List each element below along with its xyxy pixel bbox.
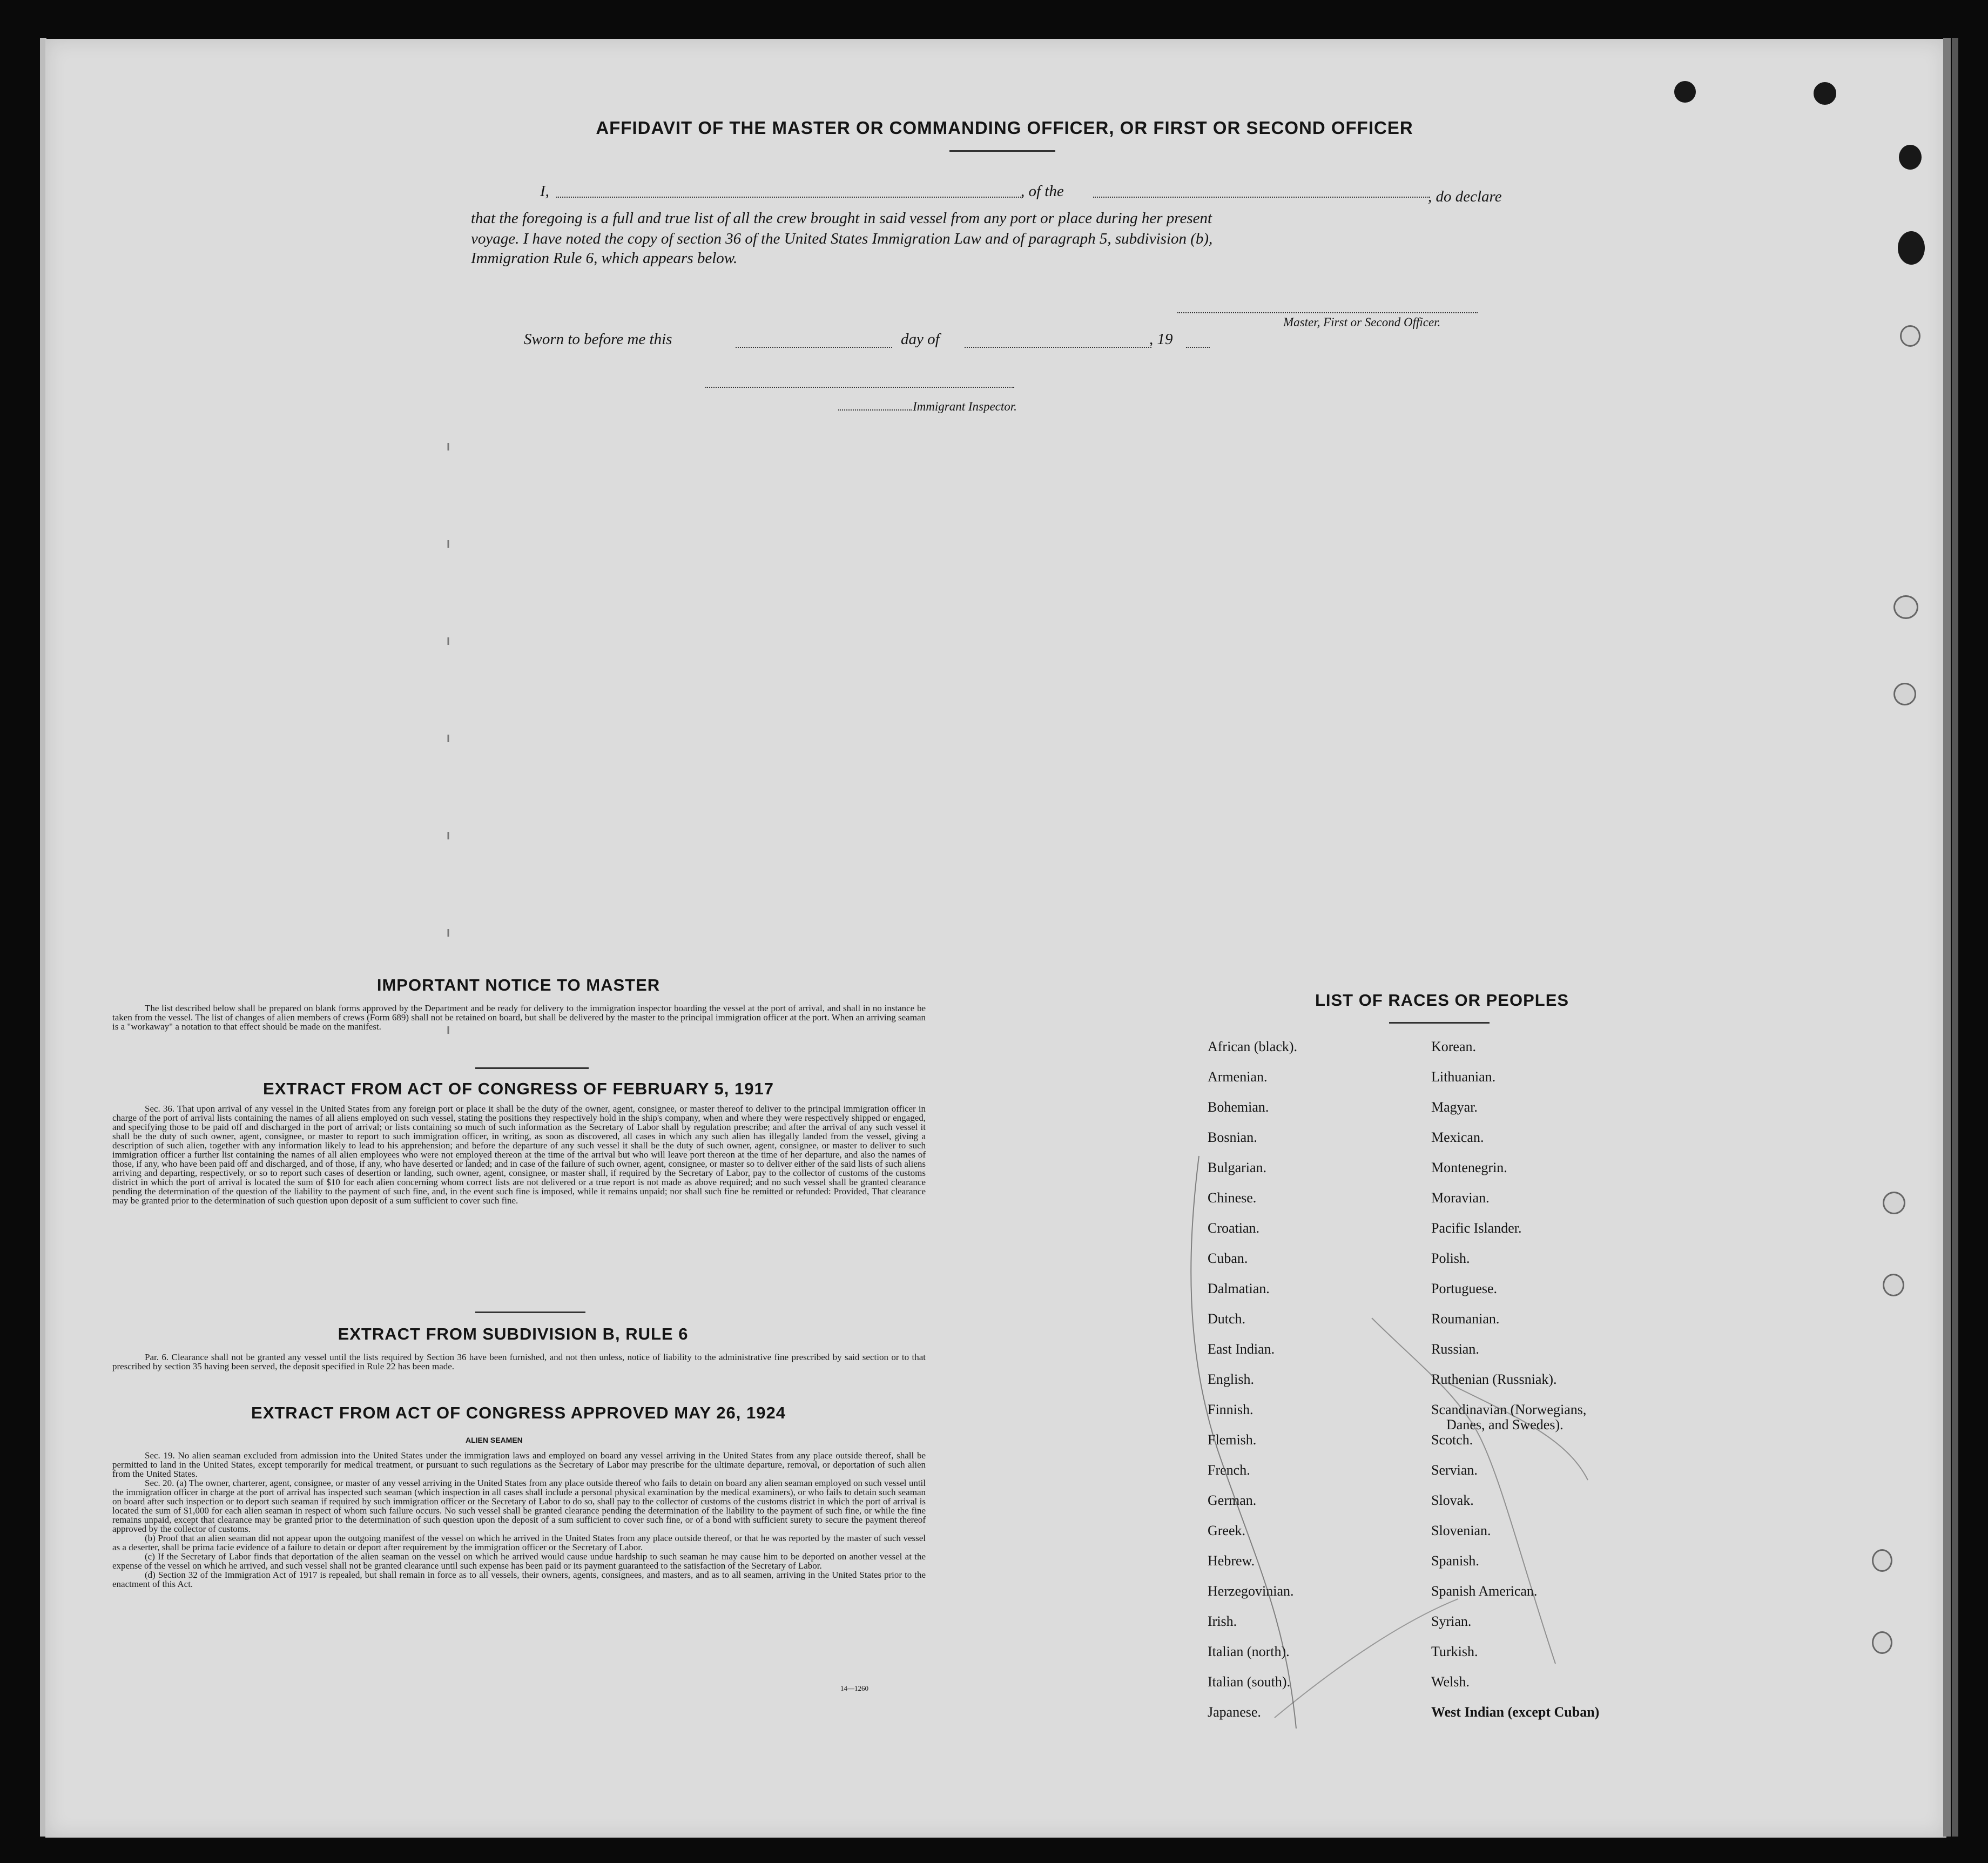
race-item: Scotch.	[1431, 1432, 1473, 1448]
race-item: Magyar.	[1431, 1099, 1478, 1115]
race-item: Bulgarian.	[1208, 1160, 1267, 1175]
binder-hole	[1883, 1274, 1904, 1296]
sworn-day-of: day of	[901, 331, 940, 348]
race-item: Polish.	[1431, 1250, 1470, 1266]
race-item: Bosnian.	[1208, 1129, 1257, 1145]
sworn-year: , 19	[1149, 331, 1173, 348]
binder-hole	[1872, 1631, 1892, 1654]
race-item: African (black).	[1208, 1039, 1298, 1054]
extract-1917-text: Sec. 36. That upon arrival of any vessel in the United States from any foreign port or place it shall be the duty of the owner, agent, consignee, or master thereof to deliver to the principal immigration officer in charge of the port of arrival lists containing the names of all aliens employed on such vessel, stating the positions they respectively hold in the ship's company, when and where they were respectively shipped or engaged, and specifying those to be paid off and discharged in the port of arrival; or lists containing so much of such information as the Secretary of Labor shall by regulation prescribe; and after the arrival of any such vessel it shall be the duty of such owner, agent, consignee, or master to report to such immigration officer, in writing, as soon as discovered, all cases in which any such alien has illegally landed from the vessel, giving a description of such alien, together with any information likely to lead to his apprehension; and before the departure of any such vessel it shall be the duty of such owner, agent, consignee, or master to deliver to such immigration officer a further list containing the names of all alien employees who were not employed thereon at the time of the arrival but who will leave port thereon at the time of her departure, and also the names of those, if any, who have been paid off and discharged, and of those, if any, who have deserted or landed; and in case of the failure of such owner, agent, consignee, or master so to deliver either of the said lists of such aliens arriving and departing, respectively, or so to report such cases of desertion or landing, such owner, agent, consignee, or master shall, if required by the Secretary of Labor, pay to the collector of customs of the customs district in which the port of arrival is located the sum of $10 for each alien concerning whom correct lists are not delivered or a true report is not made as above required; and no such vessel shall be granted clearance pending the determination of the question of the liability to the payment of such fine, and, in the event such fine is imposed, while it remains unpaid; nor shall such fine be remitted or refunded: Provided, That clearance may be granted prior to the determination of such question upon deposit of a sum sufficient to cover such fine.	[112, 1104, 926, 1206]
race-item: Pacific Islander.	[1431, 1220, 1522, 1236]
race-item: Spanish.	[1431, 1553, 1479, 1569]
inspector-signature-line[interactable]	[705, 387, 1014, 388]
affidavit-line3: voyage. I have noted the copy of section 36 of the United States Immigration Law and of paragraph 5, subdivision (b),	[471, 230, 1213, 247]
notice-rule	[475, 1067, 589, 1069]
affidavit-line1-declare: , do declare	[1428, 188, 1502, 205]
vessel-blank-line[interactable]	[1093, 197, 1430, 198]
form-number: 14—1260	[840, 1684, 868, 1692]
race-item: Armenian.	[1208, 1069, 1268, 1085]
binder-hole	[1899, 145, 1922, 170]
race-item: Danes, and Swedes).	[1446, 1417, 1564, 1432]
extract-rule6-title: EXTRACT FROM SUBDIVISION B, RULE 6	[338, 1324, 689, 1343]
race-item: Roumanian.	[1431, 1311, 1500, 1327]
extract-1917-title: EXTRACT FROM ACT OF CONGRESS OF FEBRUARY 5, 1917	[263, 1079, 774, 1098]
race-item: Syrian.	[1431, 1613, 1472, 1629]
race-item: Italian (north).	[1208, 1644, 1290, 1659]
extract-rule6-text: Par. 6. Clearance shall not be granted any vessel until the lists required by Section 36 have been furnished, and not then unless, notice of liability to the administrative fine prescribed by said section or to that prescribed by section 35 having been served, the deposit specified in Rule 22 has been made.	[112, 1352, 926, 1371]
pen-scribble-marks	[1177, 1134, 1663, 1745]
extract-1924-sec20b: (b) Proof that an alien seaman did not appear upon the outgoing manifest of the vessel on which he arrived in the United States from any place outside thereof, or that he was reported by the master of such vessel as a deserter, shall be prima facie evidence of a failure to detain or deport after requirement by the immigration officer or the Secretary of Labor.	[112, 1533, 926, 1552]
races-title: LIST OF RACES OR PEOPLES	[1315, 991, 1569, 1010]
races-title-rule	[1389, 1022, 1490, 1024]
extract-rule6-body	[112, 1353, 926, 1371]
extract-1924-sec20c: (c) If the Secretary of Labor finds that deportation of the alien seaman on the vessel on which he arrived would cause undue hardship to such seaman he may cause him to be deported on another vessel at the expense of the vessel on which he arrived, and such vessel shall not be granted clearance until such expense has been paid or its payment guaranteed to the satisfaction of the Secretary of Labor.	[112, 1551, 926, 1571]
race-item: Montenegrin.	[1431, 1160, 1507, 1175]
race-item: Cuban.	[1208, 1250, 1248, 1266]
extract-1917-rule	[475, 1312, 585, 1313]
race-item: Bohemian.	[1208, 1099, 1269, 1115]
binder-hole	[1814, 82, 1836, 105]
sworn-month-blank[interactable]	[965, 347, 1151, 348]
master-signature-label: Master, First or Second Officer.	[1283, 315, 1441, 329]
race-item: Japanese.	[1208, 1704, 1261, 1720]
inspector-signature-line-short[interactable]	[838, 409, 912, 411]
name-blank-line[interactable]	[556, 197, 1023, 198]
race-item: Dalmatian.	[1208, 1281, 1270, 1296]
affidavit-line1-of-the: , of the	[1021, 183, 1064, 200]
race-item: Chinese.	[1208, 1190, 1257, 1206]
affidavit-line2: that the foregoing is a full and true list of all the crew brought in said vessel from any port or place during her present	[471, 210, 1212, 227]
race-item: Portuguese.	[1431, 1281, 1498, 1296]
right-page-edge-shadow	[1952, 38, 1958, 1837]
inspector-label: Immigrant Inspector.	[913, 400, 1017, 413]
binder-hole	[1893, 595, 1918, 619]
race-item: Servian.	[1431, 1462, 1478, 1478]
race-item: West Indian (except Cuban)	[1431, 1704, 1600, 1720]
notice-body-text: The list described below shall be prepared on blank forms approved by the Department and be ready for delivery to the immigration inspector boarding the vessel at the port of arrival, and shall in no instance be taken from the vessel. The list of changes of alien members of crews (Form 689) shall not be retained on board, but shall be delivered by the master to the principal immigration officer at the port. When an arriving seaman is a "workaway" a notation to that effect should be made on the manifest.	[112, 1003, 926, 1032]
binder-hole	[1893, 683, 1916, 705]
extract-1924-subtitle: ALIEN SEAMEN	[466, 1436, 523, 1444]
affidavit-title: AFFIDAVIT OF THE MASTER OR COMMANDING OFFICER, OR FIRST OR SECOND OFFICER	[596, 118, 1413, 138]
binder-hole	[1883, 1192, 1905, 1214]
race-item: French.	[1208, 1462, 1250, 1478]
extract-1924-sec20a: Sec. 20. (a) The owner, charterer, agent, consignee, or master of any vessel arriving in the United States from any place outside thereof who fails to detain on board any alien seaman employed on such vessel until the immigration officer in charge at the port of arrival has inspected such seaman (which inspection in all cases shall include a personal physical examination by the medical examiners), or who fails to detain such seaman on board after such inspection or to deport such seaman if required by such immigration officer or the Secretary of Labor to do so, shall pay to the collector of customs of the customs district in which the port of arrival is located the sum of $1,000 for each alien seaman in respect of whom such failure occurs. No such vessel shall be granted clearance pending the determination of the liability to the payment of such fine, or while the fine remains unpaid, except that clearance may be granted prior to the determination of such question upon the deposit of a sum sufficient to cover such fine, or of a bond with sufficient surety to secure the payment thereof approved by the collector of customs.	[112, 1478, 926, 1534]
race-item: Croatian.	[1208, 1220, 1260, 1236]
affidavit-line1-i: I,	[540, 183, 549, 200]
margin-tick-marks	[437, 443, 459, 1037]
master-signature-line[interactable]	[1177, 312, 1478, 313]
race-item: Slovak.	[1431, 1492, 1474, 1508]
race-item: Italian (south).	[1208, 1674, 1291, 1690]
affidavit-line4: Immigration Rule 6, which appears below.	[471, 250, 738, 267]
race-item: Moravian.	[1431, 1190, 1490, 1206]
right-page-edge	[1943, 38, 1951, 1837]
race-item: Slovenian.	[1431, 1523, 1491, 1538]
affidavit-title-rule	[949, 150, 1055, 152]
race-item: Finnish.	[1208, 1402, 1254, 1417]
race-item: East Indian.	[1208, 1341, 1275, 1357]
race-item: Turkish.	[1431, 1644, 1478, 1659]
extract-1924-body	[112, 1451, 926, 1589]
race-item: German.	[1208, 1492, 1257, 1508]
race-item: Russian.	[1431, 1341, 1479, 1357]
race-item: Dutch.	[1208, 1311, 1246, 1327]
sworn-year-blank[interactable]	[1186, 347, 1210, 348]
sworn-text: Sworn to before me this	[524, 331, 672, 348]
notice-title: IMPORTANT NOTICE TO MASTER	[376, 976, 661, 994]
race-item: Ruthenian (Russniak).	[1431, 1371, 1557, 1387]
extract-1924-sec19: Sec. 19. No alien seaman excluded from admission into the United States under the immigration laws and employed on board any vessel arriving in the United States from any place outside thereof, shall be permitted to land in the United States, except temporarily for medical treatment, or pursuant to such regulations as the Secretary of Labor may prescribe for the ultimate departure, removal, or deportation of such alien from the United States.	[112, 1450, 926, 1479]
notice-body	[112, 1004, 926, 1031]
race-item: Mexican.	[1431, 1129, 1484, 1145]
extract-1917-body	[112, 1104, 926, 1205]
race-item: Spanish American.	[1431, 1583, 1538, 1599]
extract-1924-title: EXTRACT FROM ACT OF CONGRESS APPROVED MAY 26, 1924	[251, 1403, 786, 1422]
race-item: Greek.	[1208, 1523, 1246, 1538]
binder-hole	[1872, 1549, 1892, 1572]
extract-1924-sec20d: (d) Section 32 of the Immigration Act of 1917 is repealed, but shall remain in force as to all vessels, their owners, agents, consignees, and masters, and as to all seamen, arriving in the United States prior to the enactment of this Act.	[112, 1570, 926, 1589]
race-item: Irish.	[1208, 1613, 1237, 1629]
race-item: Herzegovinian.	[1208, 1583, 1294, 1599]
sworn-day-blank[interactable]	[736, 347, 892, 348]
race-item: Scandinavian (Norwegians,	[1431, 1402, 1587, 1417]
race-item: Lithuanian.	[1431, 1069, 1496, 1085]
race-item: Hebrew.	[1208, 1553, 1255, 1569]
binder-hole	[1900, 325, 1920, 347]
binder-hole	[1898, 231, 1925, 265]
race-item: Welsh.	[1431, 1674, 1470, 1690]
race-item: Flemish.	[1208, 1432, 1257, 1448]
binder-hole	[1674, 81, 1696, 103]
race-item: Korean.	[1431, 1039, 1477, 1054]
race-item: English.	[1208, 1371, 1254, 1387]
